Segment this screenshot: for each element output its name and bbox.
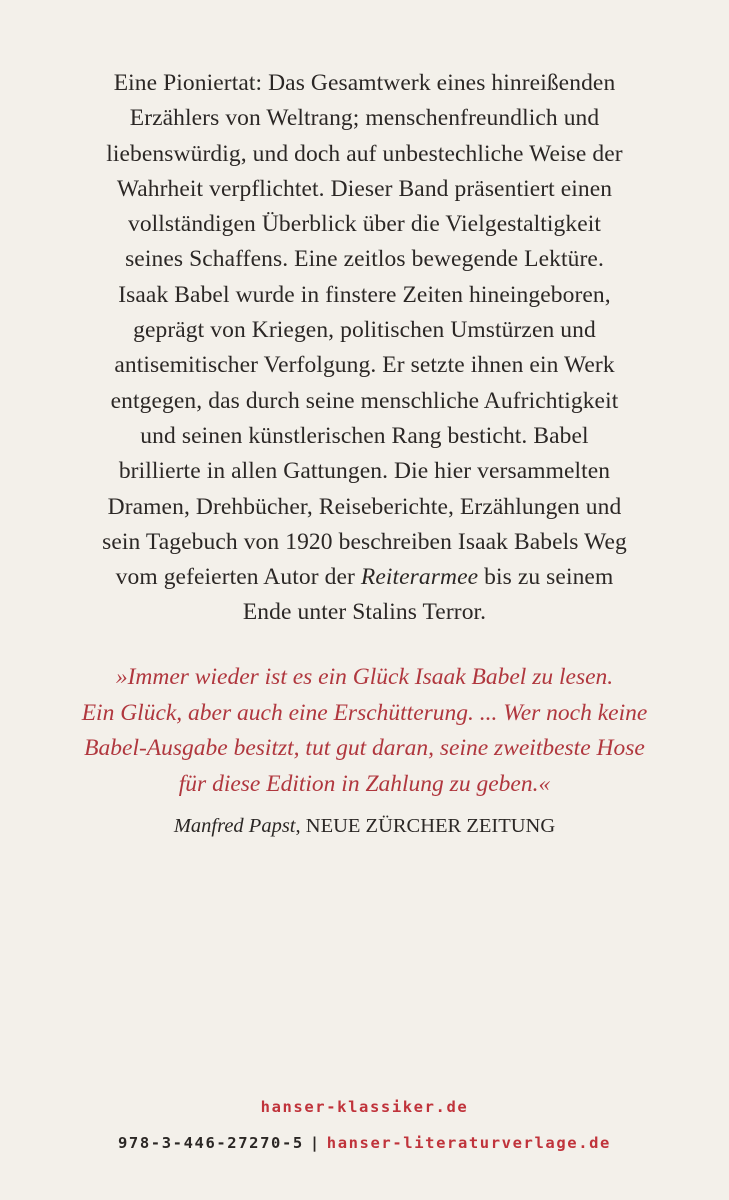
blurb-line: Erzählers von Weltrang; menschenfreundlich und [129,105,600,132]
blurb-line: Isaak Babel wurde in finstere Zeiten hineingeboren, [118,281,611,308]
attribution-separator: , [295,815,306,837]
quote-attribution [30,811,699,841]
blurb-line: und seinen künstlerischen Rang besticht. Babel [140,422,589,449]
quote-author: Manfred Papst [173,815,296,837]
isbn-number: 978-3-446-27270-5 [117,1134,304,1152]
blurb-line: brillierte in allen Gattungen. Die hier versammelten [118,458,611,485]
blurb-line: entgegen, das durch seine menschliche Aufrichtigkeit [110,387,619,414]
blurb-line: liebenswürdig, und doch auf unbestechliche Weise der [106,140,623,167]
blurb-line: Eine Pioniertat: Das Gesamtwerk eines hinreißenden [113,70,616,96]
press-quote [30,660,699,802]
blurb-line: Ende unter Stalins Terror. [242,599,487,626]
quote-line: »Immer wieder ist es ein Glück Isaak Babel zu lesen. [115,664,614,690]
blurb-text [40,66,689,631]
blurb-line: antisemitischer Verfolgung. Er setzte ihnen ein Werk [114,352,615,379]
footer-isbn-line [0,1134,729,1152]
quote-source: NEUE ZÜRCHER ZEITUNG [305,815,556,837]
quote-line: Ein Glück, aber auch eine Erschütterung. ... Wer noch keine [81,699,648,726]
blurb-line: vollständigen Überblick über die Vielgestaltigkeit [127,211,602,238]
blurb-text-segment: vom gefeierten Autor der [115,564,361,591]
publisher-website-link[interactable]: hanser-literaturverlage.de [326,1134,611,1152]
blurb-line: sein Tagebuch von 1920 beschreiben Isaak Babels Weg [102,528,627,555]
blurb-line: Dramen, Drehbücher, Reiseberichte, Erzählungen und [107,493,622,520]
footer-separator: | [309,1134,321,1152]
blurb-line: geprägt von Kriegen, politischen Umstürzen und [133,317,596,344]
blurb-line: Wahrheit verpflichtet. Dieser Band präsentiert einen [116,175,613,202]
book-title-reiterarmee: Reiterarmee [360,564,479,591]
quote-line: für diese Edition in Zahlung zu geben.« [178,770,551,797]
blurb-line [40,560,689,595]
blurb-line: seines Schaffens. Eine zeitlos bewegende Lektüre. [125,246,604,273]
blurb-text-segment: bis zu seinem [478,564,614,591]
klassiker-website-link[interactable]: hanser-klassiker.de [260,1098,469,1116]
quote-line: Babel-Ausgabe besitzt, tut gut daran, seine zweitbeste Hose [84,735,645,762]
